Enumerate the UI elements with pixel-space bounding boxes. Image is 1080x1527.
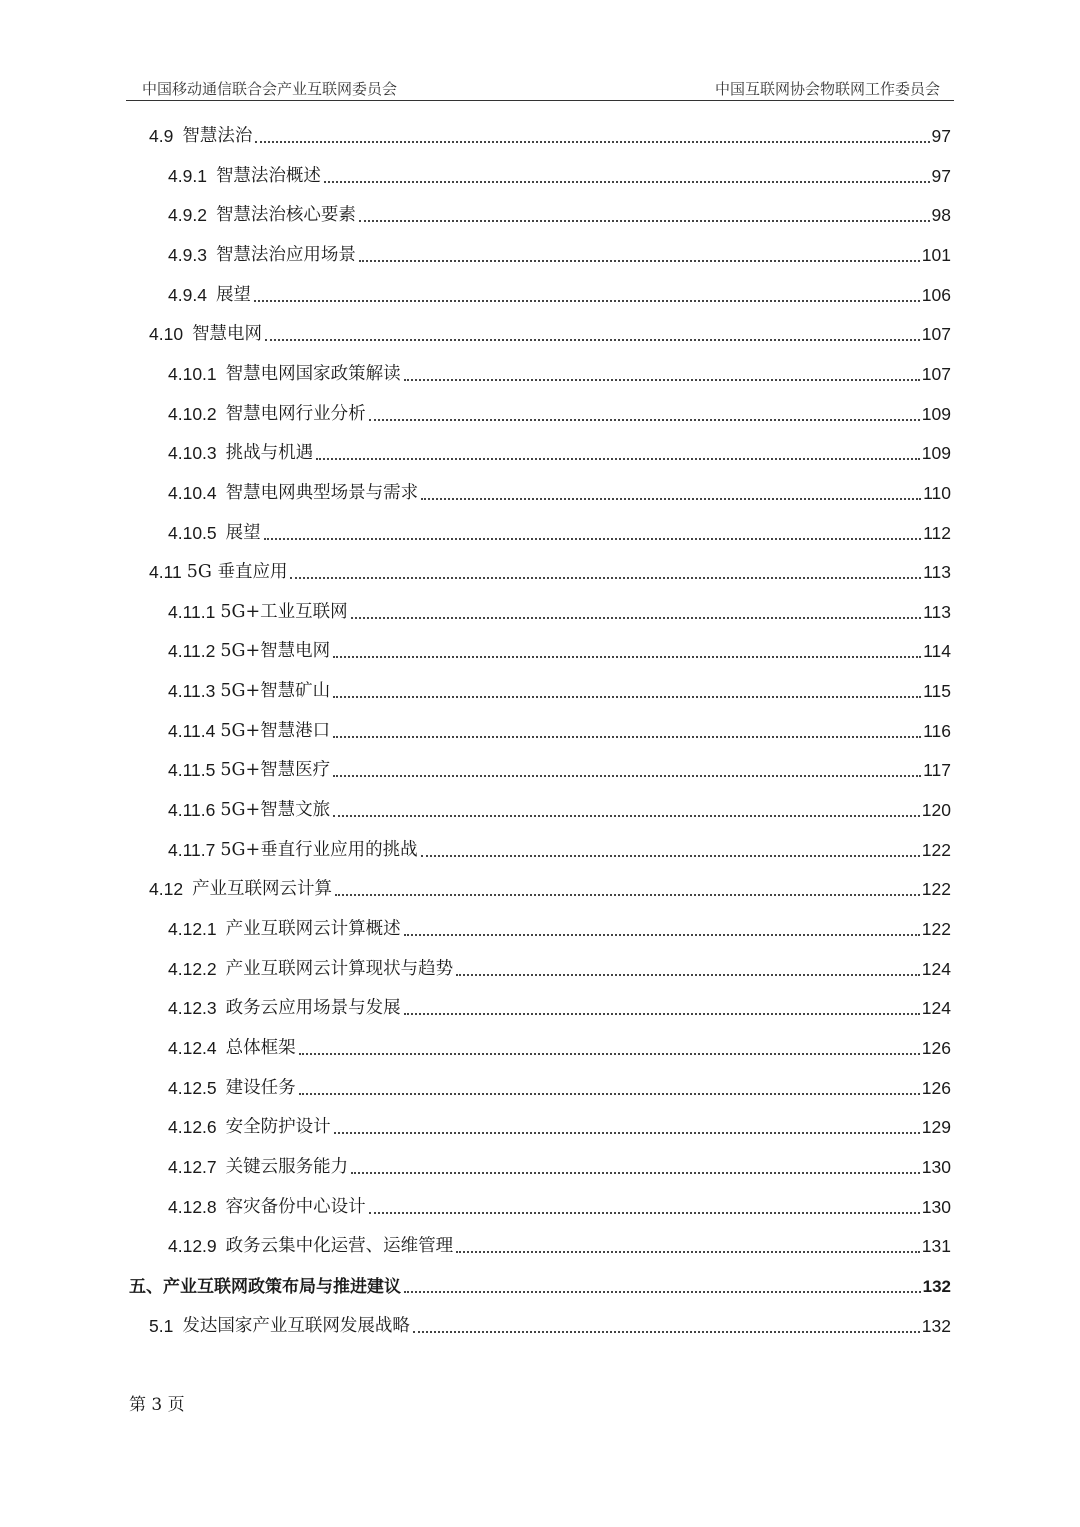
toc-entry-title: 总体框架: [225, 1037, 296, 1058]
toc-entry-number: 4.12.9: [168, 1236, 217, 1257]
toc-entry[interactable]: [0, 397, 951, 425]
toc-dot-leader: [369, 1211, 920, 1214]
toc-entry-title: 安全防护设计: [225, 1117, 331, 1138]
toc-entry-page: 126: [921, 1037, 951, 1058]
toc-entry-number: 4.12.5: [168, 1077, 217, 1098]
toc-entry-page: 115: [923, 681, 951, 702]
toc-entry[interactable]: [0, 357, 951, 385]
toc-entry-title: 发达国家产业互联网发展战略: [182, 1315, 410, 1336]
toc-entry-title: 5G+垂直行业应用的挑战: [220, 839, 418, 860]
toc-entry-number: 4.9.3: [168, 244, 207, 265]
toc-entry-title: 建设任务: [225, 1077, 296, 1098]
toc-entry-page: 106: [921, 284, 951, 305]
toc-entry[interactable]: [0, 119, 951, 147]
toc-entry[interactable]: [0, 1150, 951, 1178]
toc-entry-page: 124: [921, 958, 951, 979]
toc-entry[interactable]: [0, 634, 951, 662]
toc-entry-page: 97: [931, 165, 951, 186]
toc-entry-title: 容灾备份中心设计: [225, 1196, 366, 1217]
toc-dot-leader: [351, 616, 921, 619]
toc-dot-leader: [421, 854, 920, 857]
toc-entry-number: 4.12.8: [168, 1196, 217, 1217]
toc-dot-leader: [333, 735, 921, 738]
toc-entry-number: 4.11.7: [168, 839, 216, 860]
toc-entry-number: 4.12.2: [168, 958, 217, 979]
toc-entry-number: 4.9.1: [168, 165, 207, 186]
toc-entry[interactable]: [0, 555, 951, 583]
toc-entry-page: 107: [921, 324, 951, 345]
toc-entry[interactable]: [0, 1190, 951, 1218]
toc-entry-page: 101: [921, 244, 951, 265]
toc-entry-title: 产业互联网云计算概述: [225, 919, 401, 939]
toc-entry-title: 5G+智慧电网: [220, 641, 331, 662]
toc-dot-leader: [359, 219, 930, 222]
toc-entry-title: 产业互联网云计算现状与趋势: [225, 958, 454, 979]
toc-entry-title: 智慧法治核心要素: [215, 205, 356, 226]
toc-entry-title: 智慧电网行业分析: [225, 403, 366, 424]
toc-entry-page: 124: [921, 998, 951, 1019]
toc-dot-leader: [290, 576, 921, 579]
toc-entry-title: 展望: [215, 284, 251, 305]
toc-entry[interactable]: [0, 1031, 951, 1059]
toc-entry[interactable]: [0, 833, 951, 861]
toc-dot-leader: [255, 140, 929, 143]
toc-entry[interactable]: [0, 1229, 951, 1257]
toc-dot-leader: [359, 259, 920, 262]
toc-entry-number: 4.11.2: [168, 641, 216, 662]
toc-entry-page: 110: [923, 482, 951, 503]
toc-dot-leader: [333, 774, 921, 777]
toc-entry-title: 政务云应用场景与发展: [225, 998, 401, 1019]
toc-entry-page: 107: [921, 363, 951, 384]
toc-entry-title: 关键云服务能力: [225, 1156, 349, 1177]
header-left-text: 中国移动通信联合会产业互联网委员会: [142, 80, 398, 98]
toc-dot-leader: [404, 378, 920, 381]
toc-entry-page: 98: [931, 205, 951, 226]
toc-entry-title: 展望: [225, 522, 261, 543]
toc-dot-leader: [254, 299, 920, 302]
toc-entry-title: 智慧法治概述: [215, 165, 321, 186]
toc-entry-title: 5G+智慧文旅: [220, 800, 331, 821]
toc-entry-title: 5G+智慧矿山: [220, 681, 331, 702]
toc-entry[interactable]: [0, 714, 951, 742]
toc-entry[interactable]: [0, 952, 951, 980]
toc-entry-page: 122: [921, 919, 951, 939]
toc-entry[interactable]: [0, 674, 951, 702]
toc-entry[interactable]: [0, 595, 951, 623]
toc-entry-page: 109: [921, 443, 951, 464]
toc-entry-page: 122: [921, 879, 951, 900]
toc-dot-leader: [333, 655, 921, 658]
toc-entry-number: 4.10.2: [168, 403, 217, 424]
toc-entry-page: 116: [923, 720, 951, 741]
toc-dot-leader: [456, 1250, 920, 1253]
toc-entry-page: 113: [923, 562, 951, 583]
toc-entry-page: 120: [921, 800, 951, 821]
toc-dot-leader: [264, 537, 921, 540]
toc-entry-title: 智慧电网: [192, 324, 263, 345]
page-header: [126, 76, 954, 101]
toc-dot-leader: [404, 1012, 920, 1015]
toc-entry-title: 产业互联网政策布局与推进建议: [163, 1276, 401, 1297]
toc-dot-leader: [421, 497, 921, 500]
toc-entry-page: 129: [921, 1117, 951, 1138]
toc-dot-leader: [335, 893, 920, 896]
toc-entry-title: 政务云集中化运营、运维管理: [225, 1236, 454, 1257]
toc-dot-leader: [299, 1052, 920, 1055]
toc-entry-number: 4.11.4: [168, 720, 216, 741]
toc-entry[interactable]: [0, 872, 951, 900]
toc-entry-number: 4.12.7: [168, 1156, 217, 1177]
toc-entry-page: 122: [921, 839, 951, 860]
toc-entry[interactable]: [0, 278, 951, 306]
toc-entry[interactable]: [0, 793, 951, 821]
toc-entry-title: 智慧电网国家政策解读: [225, 363, 401, 384]
header-right-text: 中国互联网协会物联网工作委员会: [714, 80, 940, 98]
toc-dot-leader: [265, 338, 920, 341]
toc-entry[interactable]: [0, 912, 951, 940]
toc-dot-leader: [324, 180, 930, 183]
toc-dot-leader: [334, 1131, 920, 1134]
toc-dot-leader: [299, 1092, 920, 1095]
toc-entry-page: 97: [931, 126, 951, 146]
toc-entry[interactable]: [0, 436, 951, 464]
toc-entry-page: 117: [923, 760, 951, 781]
toc-entry-title: 5G 垂直应用: [186, 562, 288, 583]
toc-dot-leader: [404, 1290, 921, 1293]
toc-entry-number: 4.9.4: [168, 284, 207, 305]
toc-entry[interactable]: [0, 238, 951, 266]
toc-entry-number: 4.9: [149, 126, 174, 146]
toc-entry-page: 132: [922, 1276, 951, 1296]
toc-entry-page: 132: [921, 1315, 951, 1336]
toc-entry-number: 五、: [129, 1276, 163, 1296]
toc-entry-number: 4.10.4: [168, 482, 217, 503]
toc-entry-title: 智慧法治应用场景: [215, 244, 356, 265]
toc-entry-number: 4.11.6: [168, 800, 216, 821]
toc-dot-leader: [316, 457, 920, 460]
toc-entry-number: 4.9.2: [168, 205, 207, 226]
toc-entry-page: 131: [921, 1236, 951, 1257]
toc-entry-number: 4.12.1: [168, 919, 217, 939]
toc-entry-number: 4.10.1: [168, 363, 217, 384]
toc-entry-title: 产业互联网云计算: [192, 879, 333, 900]
toc-dot-leader: [333, 695, 921, 698]
toc-entry-number: 4.11.5: [168, 760, 216, 781]
toc-entry-number: 4.11.1: [168, 601, 216, 622]
toc-entry-title: 5G+工业互联网: [220, 601, 348, 622]
toc-entry-page: 130: [921, 1196, 951, 1217]
toc-dot-leader: [351, 1171, 920, 1174]
toc-entry-number: 4.12.6: [168, 1117, 217, 1138]
toc-entry[interactable]: [0, 198, 951, 226]
toc-entry-number: 4.10.3: [168, 443, 217, 464]
toc-entry[interactable]: [0, 1309, 951, 1337]
toc-entry-page: 113: [923, 601, 951, 622]
toc-entry[interactable]: [0, 516, 951, 544]
toc-entry[interactable]: [0, 753, 951, 781]
toc-entry[interactable]: [0, 476, 951, 504]
toc-entry-number: 4.12.4: [168, 1037, 217, 1058]
toc-entry-title: 挑战与机遇: [225, 443, 314, 464]
toc-entry-number: 4.10.5: [168, 522, 217, 543]
toc-dot-leader: [456, 973, 920, 976]
toc-entry-title: 5G+智慧医疗: [220, 760, 331, 781]
toc-entry-number: 5.1: [149, 1315, 174, 1336]
toc-entry-page: 126: [921, 1077, 951, 1098]
toc-entry-title: 智慧电网典型场景与需求: [225, 482, 419, 503]
toc-entry-page: 112: [923, 522, 951, 543]
toc-entry-page: 114: [923, 641, 951, 662]
toc-entry[interactable]: [0, 159, 951, 187]
toc-entry-number: 4.11.3: [168, 681, 216, 702]
toc-entry-number: 4.12: [149, 879, 184, 900]
toc-entry-page: 130: [921, 1156, 951, 1177]
toc-entry-title: 智慧法治: [182, 126, 253, 146]
toc-entry[interactable]: [0, 1269, 951, 1297]
toc-entry-number: 4.11: [149, 562, 182, 583]
toc-entry-page: 109: [921, 403, 951, 424]
toc-entry[interactable]: [0, 991, 951, 1019]
toc-dot-leader: [369, 418, 920, 421]
toc-entry[interactable]: [0, 1110, 951, 1138]
toc-dot-leader: [404, 933, 920, 936]
toc-entry[interactable]: [0, 317, 951, 345]
page-number: 第 3 页: [129, 1395, 185, 1415]
toc-entry-number: 4.10: [149, 324, 184, 345]
toc-dot-leader: [333, 814, 920, 817]
toc-entry-title: 5G+智慧港口: [220, 720, 331, 741]
toc-dot-leader: [413, 1330, 920, 1333]
toc-entry-number: 4.12.3: [168, 998, 217, 1019]
toc-entry[interactable]: [0, 1071, 951, 1099]
